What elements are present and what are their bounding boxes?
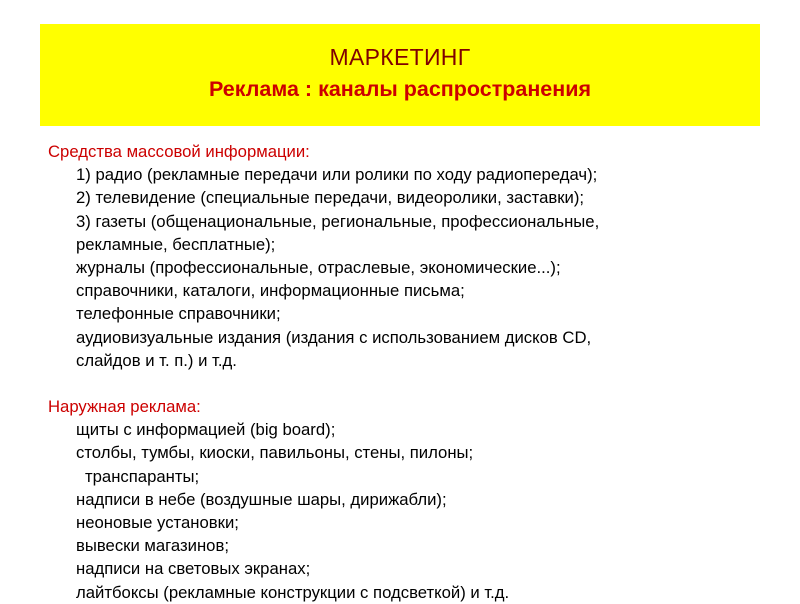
- list-item: журналы (профессиональные, отраслевые, экономические...);: [76, 258, 561, 278]
- list-item: справочники, каталоги, информационные письма;: [76, 281, 465, 301]
- section-spacer: [48, 372, 768, 395]
- content-body: [48, 140, 768, 604]
- list-item: 3) газеты (общенациональные, региональные, профессиональные,: [76, 211, 600, 231]
- section-heading-outdoor: Наружная реклама:: [48, 397, 201, 417]
- list-item: телефонные справочники;: [76, 304, 281, 324]
- list-item: слайдов и т. п.) и т.д.: [76, 350, 237, 370]
- list-item: 2) телевидение (специальные передачи, видеоролики, заставки);: [76, 188, 585, 208]
- page-title: МАРКЕТИНГ: [329, 44, 471, 70]
- page-subtitle: Реклама : каналы распространения: [208, 77, 592, 101]
- list-item: 1) радио (рекламные передачи или ролики по ходу радиопередач);: [76, 165, 598, 185]
- header-banner: [40, 24, 760, 126]
- list-item: лайтбоксы (рекламные конструкции с подсветкой) и т.д.: [76, 582, 510, 602]
- list-item: рекламные, бесплатные);: [76, 234, 276, 254]
- list-item: надписи на световых экранах;: [76, 559, 311, 579]
- list-item: неоновые установки;: [76, 513, 239, 533]
- section-mass-media: [48, 140, 768, 372]
- list-item: вывески магазинов;: [76, 536, 229, 556]
- section-heading-mass-media: Средства массовой информации:: [48, 142, 310, 161]
- list-item: транспаранты;: [85, 466, 200, 486]
- list-item: щиты с информацией (big board);: [76, 420, 336, 440]
- list-item: надписи в небе (воздушные шары, дирижабли);: [76, 489, 447, 509]
- section-outdoor: [48, 395, 768, 604]
- list-item: столбы, тумбы, киоски, павильоны, стены, пилоны;: [76, 443, 474, 463]
- list-item: аудиовизуальные издания (издания с использованием дисков CD,: [76, 327, 592, 347]
